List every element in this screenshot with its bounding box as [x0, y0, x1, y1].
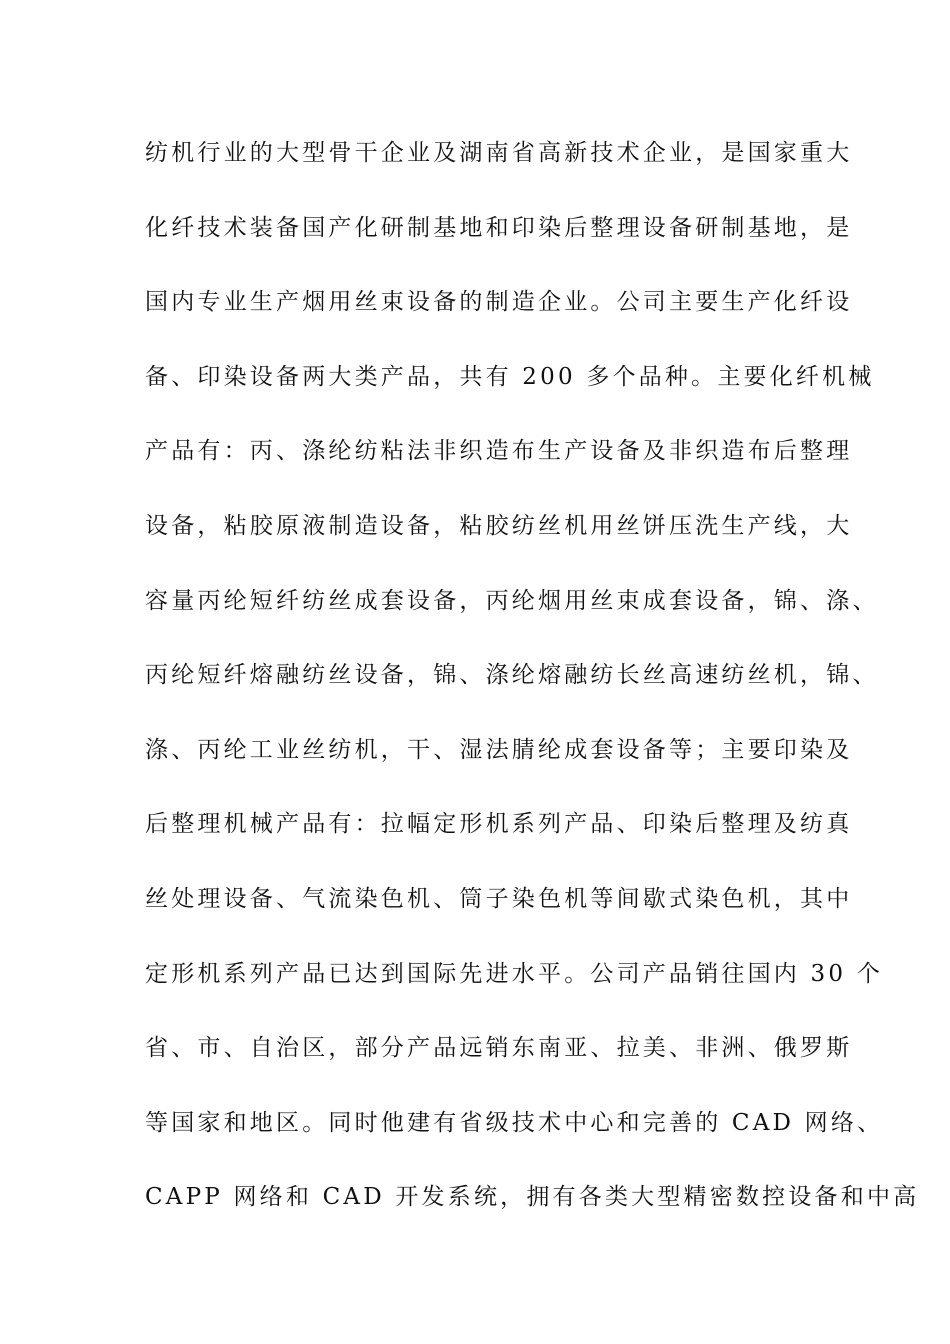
text-line: 涤、丙纶工业丝纺机，干、湿法腈纶成套设备等；主要印染及: [145, 736, 853, 763]
body-paragraph: [145, 131, 920, 1250]
text-line: 容量丙纶短纤纺丝成套设备，丙纶烟用丝束成套设备，锦、涤、: [145, 587, 879, 614]
text-line: 省、市、自治区，部分产品远销东南亚、拉美、非洲、俄罗斯: [145, 1035, 853, 1062]
text-line: 化纤技术装备国产化研制基地和印染后整理设备研制基地，是: [145, 214, 853, 241]
text-line: 备、印染设备两大类产品，共有 200 多个品种。主要化纤机械: [145, 363, 875, 390]
text-line: 等国家和地区。同时他建有省级技术中心和完善的 CAD 网络、: [145, 1109, 884, 1136]
text-line: 产品有：丙、涤纶纺粘法非织造布生产设备及非织造布后整理: [145, 438, 853, 465]
text-line: CAPP 网络和 CAD 开发系统，拥有各类大型精密数控设备和中高: [145, 1184, 920, 1211]
text-line: 后整理机械产品有：拉幅定形机系列产品、印染后整理及纺真: [145, 811, 853, 838]
text-line: 纺机行业的大型骨干企业及湖南省高新技术企业，是国家重大: [145, 140, 853, 166]
text-line: 丝处理设备、气流染色机、筒子染色机等间歇式染色机，其中: [145, 885, 853, 912]
text-line: 国内专业生产烟用丝束设备的制造企业。公司主要生产化纤设: [145, 289, 853, 316]
text-line: 定形机系列产品已达到国际先进水平。公司产品销往国内 30 个: [145, 960, 883, 987]
text-line: 设备，粘胶原液制造设备，粘胶纺丝机用丝饼压洗生产线，大: [145, 512, 853, 539]
text-line: 丙纶短纤熔融纺丝设备，锦、涤纶熔融纺长丝高速纺丝机，锦、: [145, 662, 879, 689]
